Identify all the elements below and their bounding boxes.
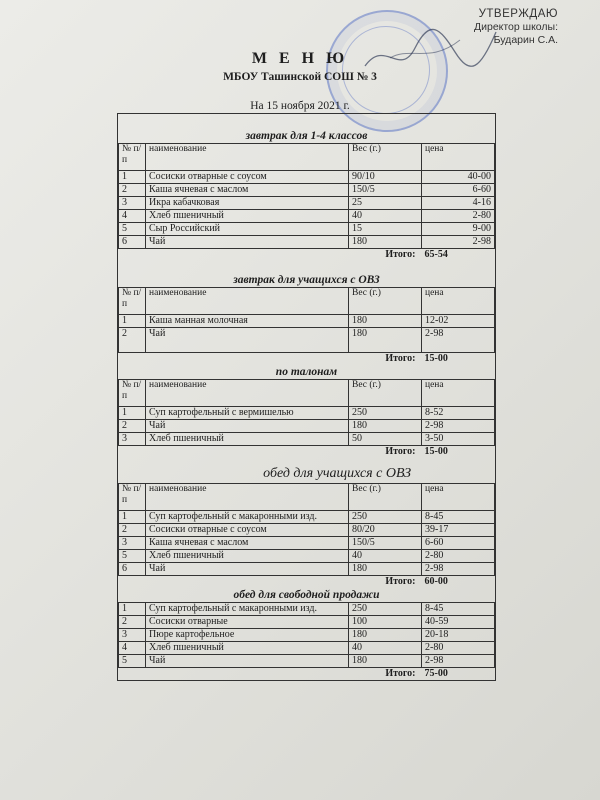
header-price: цена <box>422 484 495 511</box>
cell-name: Сосиски отварные с соусом <box>146 524 349 537</box>
cell-name: Чай <box>146 563 349 576</box>
total-row <box>119 446 495 459</box>
cell-weight: 250 <box>349 407 422 420</box>
table-row <box>119 210 495 223</box>
cell-weight: 150/5 <box>349 537 422 550</box>
cell-price: 8-45 <box>422 511 495 524</box>
total-row <box>119 668 495 681</box>
table-header-row <box>119 144 495 171</box>
approval-name: Бударин С.А. <box>493 34 558 46</box>
cell-price: 4-16 <box>422 197 495 210</box>
cell-name: Хлеб пшеничный <box>146 433 349 446</box>
header-num: № п/п <box>119 288 146 315</box>
cell-name: Суп картофельный с макаронными изд. <box>146 511 349 524</box>
cell-weight: 180 <box>349 563 422 576</box>
table-row <box>119 184 495 197</box>
table-row <box>119 315 495 328</box>
cell-num: 4 <box>119 642 146 655</box>
cell-name: Хлеб пшеничный <box>146 210 349 223</box>
total-label: Итого: <box>385 249 416 260</box>
table-row <box>119 420 495 433</box>
table-header-row <box>119 484 495 511</box>
cell-num: 3 <box>119 629 146 642</box>
header-name: наименование <box>146 288 349 315</box>
approval-position: Директор школы: <box>474 21 558 33</box>
table-row <box>119 223 495 236</box>
cell-name: Чай <box>146 328 349 353</box>
section-title: обед для свободной продажи <box>233 589 380 601</box>
cell-weight: 180 <box>349 328 422 353</box>
table-row <box>119 537 495 550</box>
total-label: Итого: <box>385 576 416 587</box>
cell-name: Хлеб пшеничный <box>146 550 349 563</box>
cell-num: 3 <box>119 433 146 446</box>
total-value: 65-54 <box>424 249 448 260</box>
cell-price: 2-98 <box>422 563 495 576</box>
menu-date: На 15 ноября 2021 г. <box>250 100 350 112</box>
cell-num: 2 <box>119 616 146 629</box>
table-row <box>119 563 495 576</box>
cell-price: 6-60 <box>422 537 495 550</box>
cell-num: 5 <box>119 223 146 236</box>
cell-weight: 40 <box>349 550 422 563</box>
cell-weight: 25 <box>349 197 422 210</box>
cell-name: Хлеб пшеничный <box>146 642 349 655</box>
cell-num: 6 <box>119 236 146 249</box>
cell-price: 2-80 <box>422 642 495 655</box>
header-name: наименование <box>146 484 349 511</box>
cell-weight: 90/10 <box>349 171 422 184</box>
cell-name: Суп картофельный с макаронными изд. <box>146 603 349 616</box>
cell-num: 2 <box>119 420 146 433</box>
cell-weight: 180 <box>349 655 422 668</box>
menu-table <box>118 602 495 680</box>
header-num: № п/п <box>119 484 146 511</box>
page-title: М Е Н Ю <box>251 50 349 67</box>
cell-price: 2-98 <box>422 328 495 353</box>
cell-name: Каша манная молочная <box>146 315 349 328</box>
table-row <box>119 171 495 184</box>
cell-name: Пюре картофельное <box>146 629 349 642</box>
cell-price: 2-98 <box>422 420 495 433</box>
table-row <box>119 328 495 353</box>
total-label: Итого: <box>385 446 416 457</box>
cell-num: 3 <box>119 537 146 550</box>
header-weight: Вес (г.) <box>349 380 422 407</box>
cell-num: 1 <box>119 511 146 524</box>
cell-num: 6 <box>119 563 146 576</box>
cell-num: 1 <box>119 407 146 420</box>
cell-price: 39-17 <box>422 524 495 537</box>
cell-name: Икра кабачковая <box>146 197 349 210</box>
school-name: МБОУ Ташинской СОШ № 3 <box>223 71 377 83</box>
header-num: № п/п <box>119 380 146 407</box>
cell-weight: 180 <box>349 236 422 249</box>
cell-name: Чай <box>146 420 349 433</box>
cell-name: Чай <box>146 236 349 249</box>
total-label: Итого: <box>385 668 416 679</box>
cell-num: 4 <box>119 210 146 223</box>
cell-weight: 150/5 <box>349 184 422 197</box>
header-price: цена <box>422 380 495 407</box>
cell-name: Сосиски отварные с соусом <box>146 171 349 184</box>
total-value: 60-00 <box>424 576 448 587</box>
table-row <box>119 629 495 642</box>
header-price: цена <box>422 144 495 171</box>
table-row <box>119 197 495 210</box>
cell-num: 2 <box>119 328 146 353</box>
cell-num: 5 <box>119 550 146 563</box>
total-row <box>119 249 495 262</box>
cell-weight: 100 <box>349 616 422 629</box>
menu-table <box>118 483 495 588</box>
cell-num: 1 <box>119 315 146 328</box>
cell-name: Каша ячневая с маслом <box>146 184 349 197</box>
cell-weight: 50 <box>349 433 422 446</box>
table-row <box>119 433 495 446</box>
cell-price: 12-02 <box>422 315 495 328</box>
table-row <box>119 511 495 524</box>
menu-table <box>118 143 495 261</box>
header-weight: Вес (г.) <box>349 288 422 315</box>
total-value: 15-00 <box>424 446 448 457</box>
cell-num: 5 <box>119 655 146 668</box>
header-num: № п/п <box>119 144 146 171</box>
table-row <box>119 524 495 537</box>
header-weight: Вес (г.) <box>349 144 422 171</box>
table-row <box>119 550 495 563</box>
section-title: завтрак для 1-4 классов <box>245 130 368 142</box>
cell-num: 1 <box>119 171 146 184</box>
cell-weight: 40 <box>349 210 422 223</box>
table-row <box>119 407 495 420</box>
table-row <box>119 603 495 616</box>
total-row <box>119 353 495 366</box>
cell-weight: 250 <box>349 603 422 616</box>
cell-weight: 180 <box>349 315 422 328</box>
table-header-row <box>119 380 495 407</box>
cell-name: Каша ячневая с маслом <box>146 537 349 550</box>
cell-price: 2-98 <box>422 655 495 668</box>
cell-num: 2 <box>119 524 146 537</box>
total-label: Итого: <box>385 353 416 364</box>
cell-num: 2 <box>119 184 146 197</box>
cell-weight: 80/20 <box>349 524 422 537</box>
cell-price: 2-98 <box>422 236 495 249</box>
table-header-row <box>119 288 495 315</box>
table-row <box>119 642 495 655</box>
section-title: по талонам <box>275 366 338 378</box>
header-price: цена <box>422 288 495 315</box>
total-value: 15-00 <box>424 353 448 364</box>
cell-price: 3-50 <box>422 433 495 446</box>
cell-name: Сосиски отварные <box>146 616 349 629</box>
cell-price: 2-80 <box>422 210 495 223</box>
cell-price: 9-00 <box>422 223 495 236</box>
menu-table <box>118 287 495 365</box>
header-name: наименование <box>146 144 349 171</box>
approval-title: УТВЕРЖДАЮ <box>478 8 558 20</box>
table-row <box>119 236 495 249</box>
section-title: обед для учащихся с ОВЗ <box>263 466 411 481</box>
cell-price: 40-59 <box>422 616 495 629</box>
cell-price: 20-18 <box>422 629 495 642</box>
cell-name: Чай <box>146 655 349 668</box>
cell-weight: 15 <box>349 223 422 236</box>
cell-price: 6-60 <box>422 184 495 197</box>
table-row <box>119 616 495 629</box>
cell-weight: 180 <box>349 629 422 642</box>
cell-name: Суп картофельный с вермишелью <box>146 407 349 420</box>
table-row <box>119 655 495 668</box>
cell-num: 3 <box>119 197 146 210</box>
cell-num: 1 <box>119 603 146 616</box>
section-title: завтрак для учащихся с ОВЗ <box>233 274 380 286</box>
cell-price: 2-80 <box>422 550 495 563</box>
header-name: наименование <box>146 380 349 407</box>
header-weight: Вес (г.) <box>349 484 422 511</box>
total-row <box>119 576 495 589</box>
total-value: 75-00 <box>424 668 448 679</box>
menu-table <box>118 379 495 458</box>
cell-name: Сыр Российский <box>146 223 349 236</box>
cell-weight: 180 <box>349 420 422 433</box>
cell-price: 8-52 <box>422 407 495 420</box>
menu-sheet <box>117 113 496 681</box>
cell-weight: 250 <box>349 511 422 524</box>
cell-price: 8-45 <box>422 603 495 616</box>
cell-weight: 40 <box>349 642 422 655</box>
cell-price: 40-00 <box>422 171 495 184</box>
